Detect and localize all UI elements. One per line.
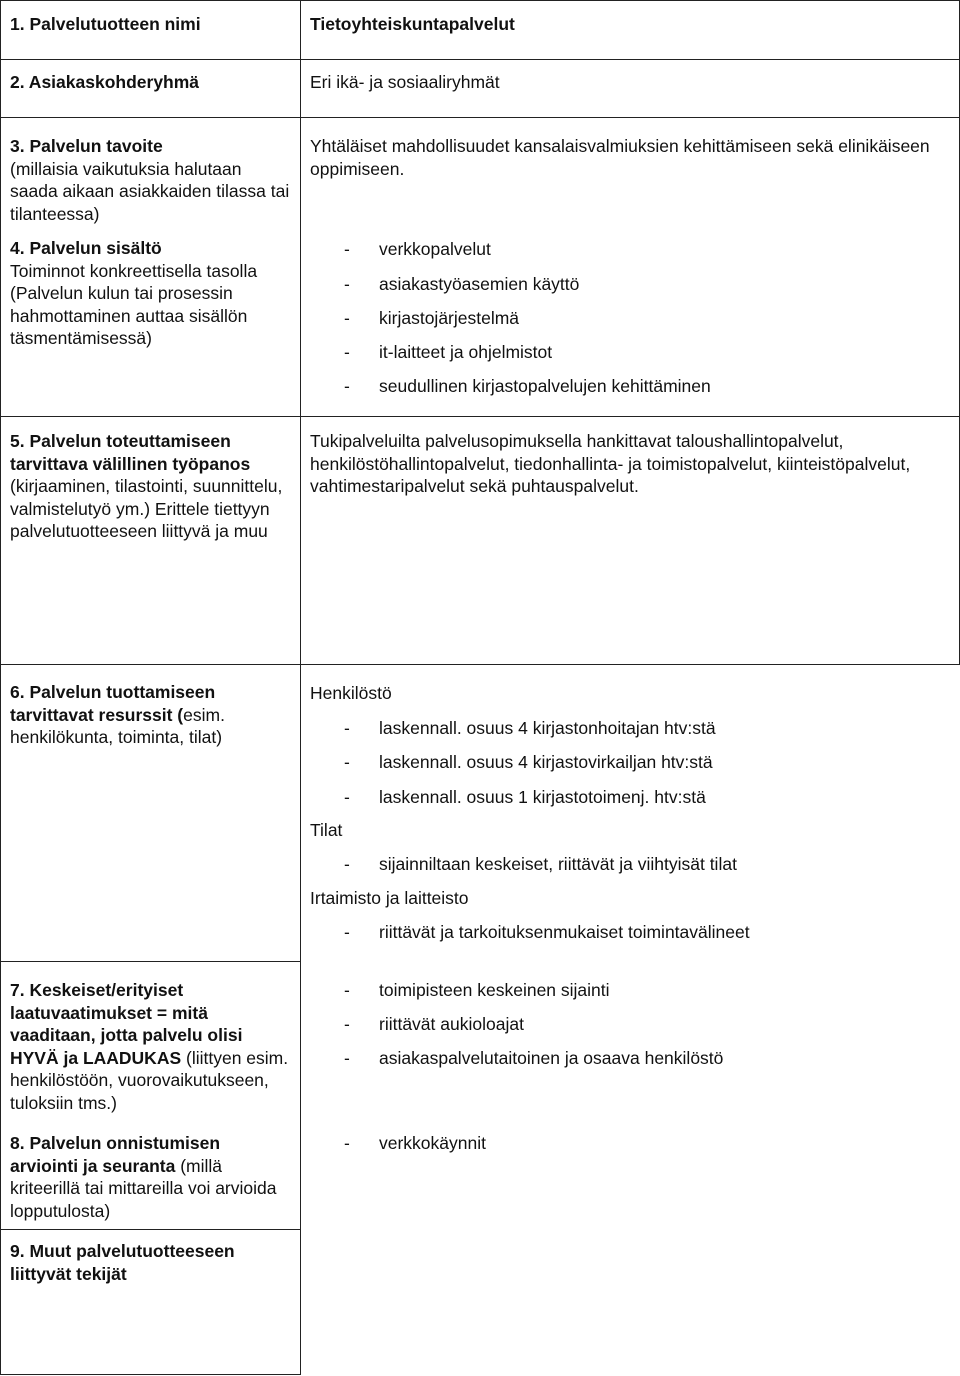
row-divider [0, 416, 960, 417]
row3-value: Yhtäläiset mahdollisuudet kansalaisvalmiuksien kehittämiseen sekä elinikäiseen oppimiseen. [310, 136, 930, 179]
row8-label-title: 8. Palvelun onnistumisen arviointi ja seuranta [10, 1133, 221, 1176]
row2-value: Eri ikä- ja sosiaaliryhmät [310, 72, 500, 92]
row5-label [10, 430, 292, 543]
column-divider [300, 0, 301, 1375]
row-divider [0, 664, 960, 665]
row5-label-title: 5. Palvelun toteuttamiseen tarvittava välillinen työpanos [10, 431, 251, 474]
table-border-left [0, 0, 1, 1375]
resource-group-premises: Tilat [310, 820, 343, 840]
row3-label [10, 135, 292, 225]
row8-label-desc: (millä kriteerillä tai mittareilla voi arvioida lopputulosta) [10, 1155, 277, 1221]
row6-label-title: 6. Palvelun tuottamiseen tarvittavat resurssit ( [10, 682, 216, 725]
row4-label [10, 237, 292, 350]
row-divider [0, 961, 301, 962]
row-divider [0, 1229, 301, 1230]
row3-label-desc: (millaisia vaikutuksia halutaan saada aikaan asiakkaiden tilassa tai tilanteessa) [10, 158, 290, 224]
row7-label-title: 7. Keskeiset/erityiset laatuvaatimukset = mitä vaaditaan, jotta palvelu olisi HYVÄ ja LAADUKAS [10, 980, 243, 1068]
row4-label-title: 4. Palvelun sisältö [10, 238, 162, 258]
row6-label [10, 681, 292, 749]
row5-value: Tukipalveluilta palvelusopimuksella hankittavat taloushallintopalvelut, henkilöstöhallintopalvelut, tiedonhallinta- ja toimistopalvelut, kiinteistöpalvelut, vahtimestaripalvelut sekä puhtauspalvelut. [310, 431, 911, 496]
row1-label: 1. Palvelutuotteen nimi [10, 14, 201, 34]
row7-label [10, 979, 292, 1114]
row6-label-desc: esim. henkilökunta, toiminta, tilat) [10, 704, 225, 747]
row1-value: Tietoyhteiskuntapalvelut [310, 14, 515, 34]
row4-label-desc: Toiminnot konkreettisella tasolla (Palvelun kulun tai prosessin hahmottaminen auttaa sisällön täsmentämisessä) [10, 260, 258, 348]
row9-label: 9. Muut palvelutuotteeseen liittyvät tekijät [10, 1241, 235, 1284]
row5-label-desc: (kirjaaminen, tilastointi, suunnittelu, valmistelutyö ym.) Erittele tiettyyn palvelutuotteeseen liittyvä ja muu [10, 476, 283, 541]
row8-label [10, 1132, 292, 1222]
row7-label-desc: (liittyen esim. henkilöstöön, vuorovaikutukseen, tuloksiin tms.) [10, 1047, 289, 1113]
resource-group-equipment: Irtaimisto ja laitteisto [310, 888, 469, 908]
row2-label: 2. Asiakaskohderyhmä [10, 72, 200, 92]
row-divider [0, 59, 960, 60]
row3-label-title: 3. Palvelun tavoite [10, 136, 163, 156]
row-divider [0, 117, 960, 118]
table-border-bottom [0, 1374, 301, 1375]
table-border-top [0, 0, 960, 1]
resource-group-staff: Henkilöstö [310, 683, 392, 703]
